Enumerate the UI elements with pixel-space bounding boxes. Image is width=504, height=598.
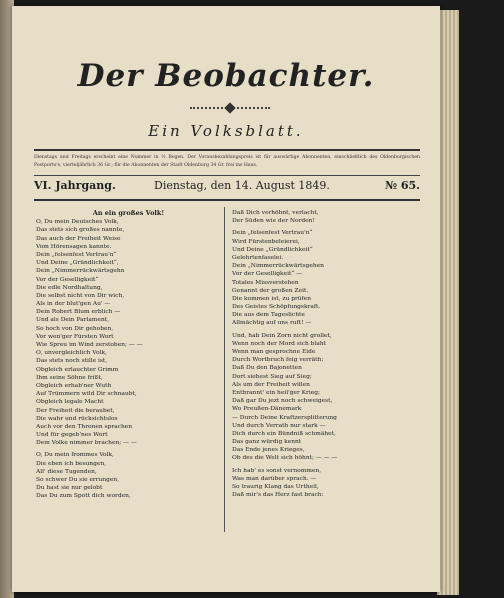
- poem-line: Totales Missverstehen: [232, 279, 299, 286]
- poem-line: Ihm seine Söhne frißt,: [36, 374, 103, 381]
- poem-line: Wenn noch der Mord sich blaht: [232, 340, 327, 347]
- dateline: [34, 179, 420, 195]
- poem-line: Allmächtig auf uns ruft! —: [232, 320, 312, 327]
- poem-line: Was man darüber sprach. —: [232, 475, 317, 482]
- rule-dateline-top: [34, 175, 420, 176]
- poem-line: Die wahr und rücksichtslos: [36, 415, 118, 422]
- poem-line: O, unvergleichlich Volk,: [36, 350, 107, 357]
- poem-line: Ob des die Welt sich höhnt; — — —: [232, 455, 338, 462]
- poem-line: So schwer Du sie errungen,: [36, 477, 120, 484]
- issue-number: № 65.: [385, 179, 420, 192]
- column-divider: [224, 207, 225, 532]
- poem-line: Das stets noch stille ist,: [36, 358, 108, 365]
- poem-line: All' diese Tugenden,: [36, 468, 97, 475]
- subscription-notice: Dienstags und Freitags erscheint eine Nummer in ½ Bogen. Der Vorausbezahlungspreis ist für auswärtige Abonnenten, einschließlich des Oldenburgischen Postporto's, vierteljährlich 36 Gr.; für die Abonnenten der Stadt Oldenburg 34 Gr. frei ins Haus.: [34, 155, 420, 168]
- poem-line: Die selbst nicht von Dir wich,: [36, 292, 125, 299]
- poem-line: Vor der Geselligkeit“ —: [232, 271, 303, 278]
- poem-line: Das Ende jenes Krieges,: [232, 447, 305, 454]
- poem-line: Das auch der Freiheit Weise: [36, 235, 121, 242]
- poem-column-left: [36, 209, 221, 501]
- poem-line: Dem Volke nimmer brachen; — —: [36, 440, 137, 447]
- poem-line: Der Süden wie der Norden!: [232, 218, 315, 225]
- poem-line: So traurig Klang das Urtheil,: [232, 484, 319, 490]
- poem-line: — Durch Deine Kraftzersplitterung: [232, 414, 337, 421]
- poem-line: Gelehrtenfaselei.: [232, 254, 284, 261]
- masthead-subtitle: Ein Volksblatt.: [148, 122, 304, 140]
- poem-line: Der Freiheit die beraubet,: [36, 407, 115, 414]
- poem-line: Dort siehest Sieg auf Sieg;: [232, 373, 312, 380]
- poem-line: Auf Trümmern wild Dir schnaubt,: [36, 391, 137, 398]
- poem-line: Die aus dem Tageslichte: [232, 312, 305, 319]
- masthead-title: Der Beobachter.: [77, 58, 375, 94]
- poem-line: Dein „felsenfest Vertrau'n“: [232, 230, 313, 237]
- issue-date: Dienstag, den 14. August 1849.: [154, 179, 330, 192]
- poem-line: Daß gar Du jezt noch schweigest,: [232, 398, 333, 405]
- poem-line: Entbrannt' ein heil'ger Krieg;: [232, 389, 320, 396]
- poem-line: Die edle Nordhaltung,: [36, 284, 103, 291]
- page-edges: [437, 10, 459, 595]
- poem-line: Das ganz würdig kennt: [232, 439, 302, 446]
- poem-line: Daß Dich verhöhnt, verlacht,: [232, 210, 319, 216]
- poem-line: Wird Fürstenbeleierei,: [232, 238, 300, 245]
- poem-line: Dein „Nimmerrückwärtsgehn: [36, 268, 125, 275]
- poem-line: O, Du mein Deutsches Volk,: [36, 219, 119, 226]
- poem-line: Und Deine „Gründlichkeit“,: [36, 260, 119, 267]
- poem-line: Vom Hörensagen kannte.: [36, 243, 112, 250]
- poem-line: Und Deine „Gründlichkeit“: [232, 246, 313, 253]
- poem-line: Obgleich legale Macht: [36, 399, 104, 406]
- poem-line: Durch Wortbruch feig verräth;: [232, 357, 324, 364]
- ornament-divider: [190, 107, 270, 115]
- poem-line: Und als Dein Parlament,: [36, 317, 109, 324]
- poem-line: O, Du mein frommes Volk,: [36, 452, 114, 459]
- poem-line: Das stets sich großes nannte,: [36, 227, 125, 234]
- poem-line: Dein „felsenfest Vertrau'n“: [36, 251, 117, 258]
- poem-line: Des Geistes Schöpfungskraft.: [232, 304, 321, 311]
- poem-line: Die kommen ist, zu prüfen: [232, 295, 312, 302]
- poem-line: Ich hab' es sonst vernommen,: [232, 467, 322, 474]
- poem-line: Obgleich erlauchter Grimm: [36, 366, 119, 373]
- poem-line: Und für gegeb'nes Wort: [36, 432, 108, 439]
- poem-line: Dein Robert Blum erblich —: [36, 309, 121, 316]
- poem-line: Dein „Nimmerrückwärtsgehen: [232, 263, 324, 270]
- poem-line: Du hast sie nur gelobt: [36, 485, 103, 492]
- rule-top: [34, 149, 420, 151]
- poem-line: Wo Preußen-Dänemark: [232, 406, 302, 413]
- poem-line: Daß Du den Bajonetten: [232, 365, 302, 372]
- poem-title: An ein großes Volk!: [92, 209, 165, 217]
- newspaper-page: [12, 6, 440, 592]
- poem-line: So hoch von Dir gehoben,: [36, 325, 114, 332]
- poem-line: Auch vor den Thronen sprachen: [36, 423, 133, 430]
- poem-line: Obgleich erhab'ner Wuth: [36, 382, 112, 389]
- volume-label: VI. Jahrgang.: [34, 179, 116, 192]
- poem-line: Wenn man gesprochne Eide: [232, 349, 316, 355]
- poem-line: Und durch Verrath nur stark —: [232, 422, 326, 429]
- poem-column-right: [232, 209, 417, 499]
- rule-dateline-bottom: [34, 199, 420, 201]
- poem-line: Genannt der großen Zeit.: [232, 287, 309, 294]
- poem-line: Daß mir's das Herz fast brach:: [232, 492, 324, 499]
- poem-line: Als in der blut'gen Au' —: [36, 301, 111, 308]
- poem-line: Wie Spreu im Wind zerstoben; — —: [36, 342, 143, 349]
- poem-line: Dich durch ein Bündniß schmähet,: [232, 430, 336, 437]
- poem-line: Vor wen'ger Fürsten Wort: [36, 333, 114, 340]
- poem-line: Die eben ich besungen,: [36, 460, 107, 467]
- poem-line: Das Du zum Spott dich worden,: [36, 493, 131, 500]
- poem-line: Und, hab Dein Zorn nicht grollet,: [232, 332, 332, 339]
- poem-line: Als um der Freiheit willen: [232, 381, 310, 388]
- poem-line: Vor der Geselligkeit“: [36, 276, 99, 283]
